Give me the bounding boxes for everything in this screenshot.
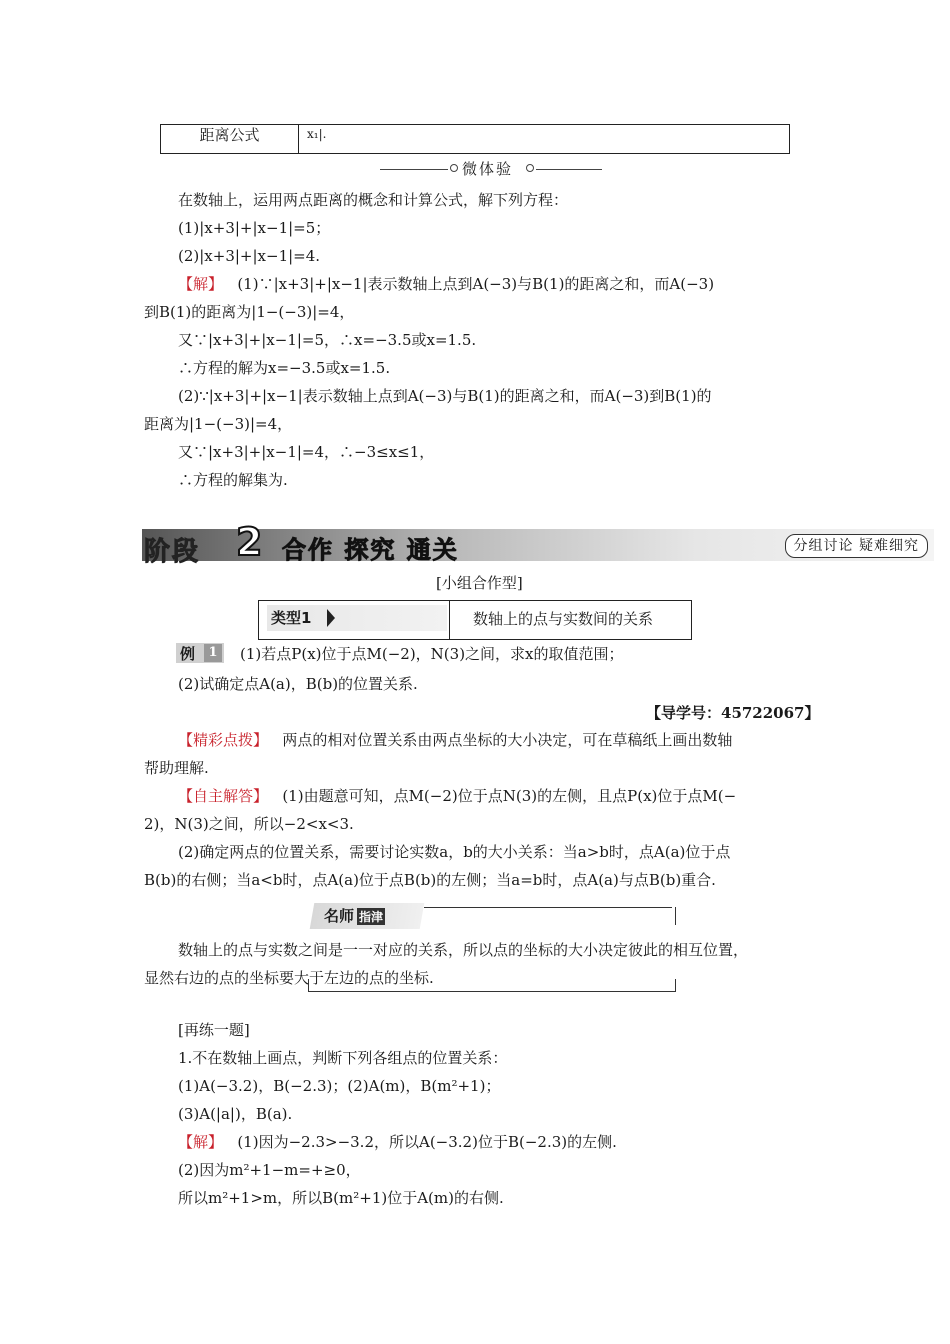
- micro-solution-1a: [178, 274, 714, 294]
- micro-section-title: [380, 158, 602, 180]
- practice-solution-text: (1)因为−2.3>−3.2，所以A(−3.2)位于B(−2.3)的左侧.: [237, 1133, 617, 1151]
- teacher-text-1: 数轴上的点与实数之间是一一对应的关系，所以点的坐标的大小决定彼此的相互位置，: [178, 941, 749, 959]
- hint-line-2: 帮助理解.: [144, 759, 209, 777]
- hint-line-1: [178, 730, 732, 750]
- guide-number: 【导学号：45722067】: [646, 704, 820, 722]
- teacher-badge: 指津: [359, 910, 384, 924]
- teacher-title: 名师: [324, 907, 355, 925]
- distance-formula-table: [160, 124, 790, 154]
- teacher-top-line: [424, 907, 672, 908]
- type-box: [258, 600, 692, 640]
- stage-number: 2: [236, 520, 263, 564]
- practice-question: 1.不在数轴上画点，判断下列各组点的位置关系：: [178, 1049, 508, 1067]
- micro-solution-2b: 距离为|1−(−3)|=4，: [144, 415, 293, 433]
- divider-dot-left: [450, 164, 458, 172]
- table-label: 距离公式: [161, 125, 299, 153]
- practice-part-1: (1)A(−3.2)，B(−2.3)；(2)A(m)，B(m²+1)；: [178, 1077, 501, 1095]
- micro-solution-2d: ∴方程的解集为.: [178, 471, 288, 489]
- divider-dot-right: [526, 164, 534, 172]
- teacher-tab: [324, 905, 385, 926]
- stage-word: 阶段: [144, 537, 201, 567]
- teacher-bottom-line: [308, 991, 676, 992]
- divider-rule-left: [380, 169, 448, 170]
- example-label: [176, 643, 224, 663]
- type-arrow-icon: [327, 609, 335, 627]
- micro-q2: (2)|x+3|+|x−1|=4.: [178, 247, 321, 265]
- answer-line-1: [178, 786, 736, 806]
- micro-solution-1b: 到B(1)的距离为|1−(−3)|=4，: [144, 303, 355, 321]
- stage-banner: [142, 520, 934, 567]
- type-title: 数轴上的点与实数间的关系: [473, 610, 654, 628]
- practice-heading: [再练一题]: [178, 1021, 250, 1039]
- hint-tag: 【精彩点拨】: [178, 731, 269, 749]
- example-q1: (1)若点P(x)位于点M(−2)，N(3)之间，求x的取值范围；: [240, 645, 624, 663]
- hint-text: 两点的相对位置关系由两点坐标的大小决定，可在草稿纸上画出数轴: [282, 731, 733, 749]
- solution-tag: 【解】: [178, 275, 224, 293]
- example-number: 1: [204, 644, 222, 662]
- micro-solution-2a: (2)∵|x+3|+|x−1|表示数轴上点到A(−3)与B(1)的距离之和，而A(−3)到B(1)的: [178, 387, 712, 405]
- practice-part-2: (3)A(|a|)，B(a).: [178, 1105, 293, 1123]
- practice-solution-2: (2)因为m²+1−m=+≥0，: [178, 1161, 361, 1179]
- type-label: 类型1: [271, 609, 312, 627]
- teacher-right-top: [675, 907, 676, 925]
- practice-solution-tag: 【解】: [178, 1133, 224, 1151]
- type-divider: [449, 601, 450, 639]
- example-word: 例: [180, 645, 196, 663]
- practice-solution-3: 所以m²+1>m，所以B(m²+1)位于A(m)的右侧.: [178, 1189, 504, 1207]
- group-type-heading: [小组合作型]: [436, 574, 523, 592]
- answer-text: (1)由题意可知，点M(−2)位于点N(3)的左侧，且点P(x)位于点M(−: [282, 787, 737, 805]
- micro-title: 微体验: [462, 160, 514, 178]
- practice-solution-1: [178, 1132, 617, 1152]
- stage-title: 合作 探究 通关: [282, 536, 459, 564]
- divider-rule-right: [536, 169, 602, 170]
- micro-q1: (1)|x+3|+|x−1|=5；: [178, 219, 331, 237]
- type-label-bg: [267, 605, 447, 631]
- micro-solution-1d: ∴方程的解为x=−3.5或x=1.5.: [178, 359, 391, 377]
- teacher-text-2: 显然右边的点的坐标要大于左边的点的坐标.: [144, 969, 434, 987]
- micro-intro: 在数轴上，运用两点距离的概念和计算公式，解下列方程：: [178, 191, 569, 209]
- table-value: x₁|.: [307, 127, 327, 141]
- answer-line-4: B(b)的右侧；当a<b时，点A(a)位于点B(b)的左侧；当a=b时，点A(a)与点B(b)重合.: [144, 871, 716, 889]
- answer-line-2: 2)，N(3)之间，所以−2<x<3.: [144, 815, 354, 833]
- solution-text: (1)∵|x+3|+|x−1|表示数轴上点到A(−3)与B(1)的距离之和，而A(−3): [237, 275, 715, 293]
- answer-line-3: (2)确定两点的位置关系，需要讨论实数a，b的大小关系：当a>b时，点A(a)位于点: [178, 843, 731, 861]
- micro-solution-2c: 又∵|x+3|+|x−1|=4，∴−3≤x≤1，: [178, 443, 435, 461]
- micro-solution-1c: 又∵|x+3|+|x−1|=5，∴x=−3.5或x=1.5.: [178, 331, 477, 349]
- answer-tag: 【自主解答】: [178, 787, 269, 805]
- stage-tag: 分组讨论 疑难细究: [785, 534, 928, 558]
- example-q2: (2)试确定点A(a)，B(b)的位置关系.: [178, 675, 418, 693]
